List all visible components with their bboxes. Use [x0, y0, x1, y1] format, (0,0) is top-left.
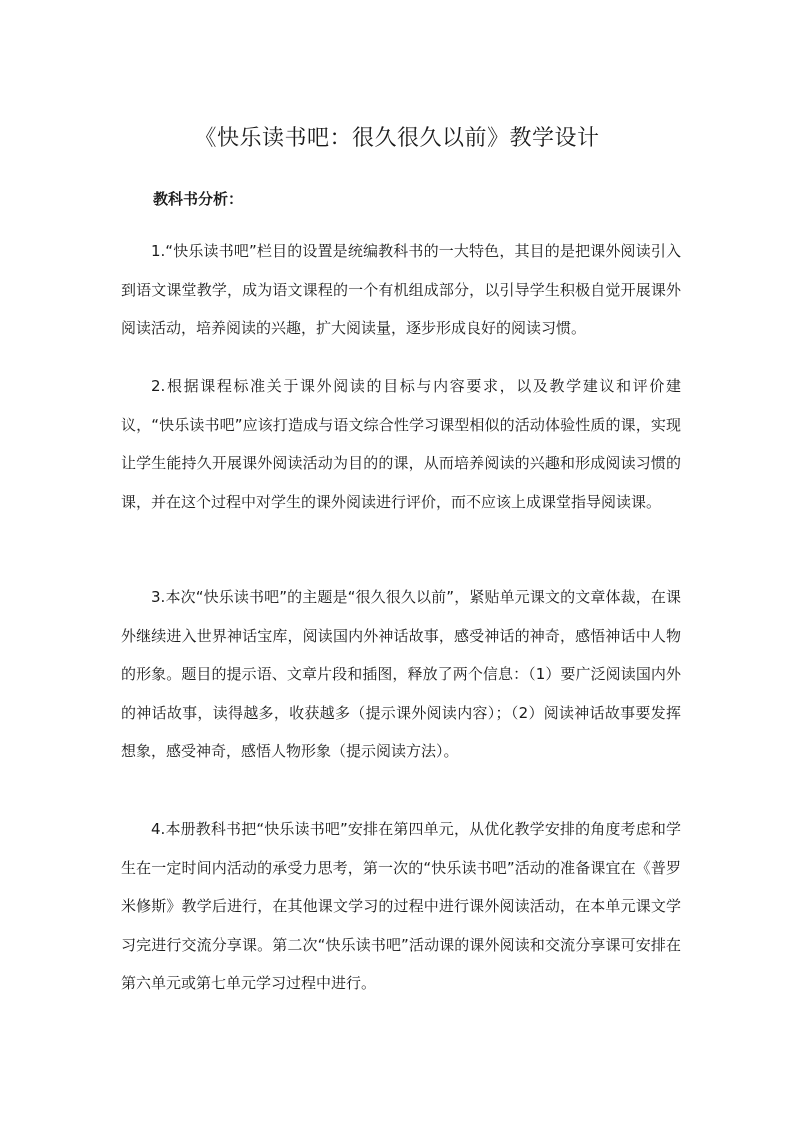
section-heading: 教科书分析： [153, 190, 244, 208]
paragraph-1: 1.“快乐读书吧”栏目的设置是统编教科书的一大特色，其目的是把课外阅读引入到语文课堂教学，成为语文课程的一个有机组成部分，以引导学生积极自觉开展课外阅读活动，培养阅读的兴趣，扩大阅读量，逐步形成良好的阅读习惯。 [121, 242, 681, 337]
document-title: 《快乐读书吧：很久很久以前》教学设计 [194, 126, 600, 151]
paragraph-4: 4.本册教科书把“快乐读书吧”安排在第四单元，从优化教学安排的角度考虑和学生在一定时间内活动的承受力思考，第一次的“快乐读书吧”活动的准备课宜在《普罗米修斯》教学后进行，在其他课文学习的过程中进行课外阅读活动，在本单元课文学习完进行交流分享课。第二次“快乐读书吧”活动课的课外阅读和交流分享课可安排在第六单元或第七单元学习过程中进行。 [121, 820, 681, 992]
paragraph-2: 2.根据课程标准关于课外阅读的目标与内容要求，以及教学建议和评价建议，“快乐读书吧”应该打造成与语文综合性学习课型相似的活动体验性质的课，实现让学生能持久开展课外阅读活动为目的的课，从而培养阅读的兴趣和形成阅读习惯的课，并在这个过程中对学生的课外阅读进行评价，而不应该上成课堂指导阅读课。 [121, 377, 681, 511]
paragraph-3: 3.本次“快乐读书吧”的主题是“很久很久以前”，紧贴单元课文的文章体裁，在课外继续进入世界神话宝库，阅读国内外神话故事，感受神话的神奇，感悟神话中人物的形象。题目的提示语、文章片段和插图，释放了两个信息：（1）要广泛阅读国内外的神话故事，读得越多，收获越多（提示课外阅读内容）；（2）阅读神话故事要发挥想象，感受神奇，感悟人物形象（提示阅读方法）。 [121, 588, 681, 760]
